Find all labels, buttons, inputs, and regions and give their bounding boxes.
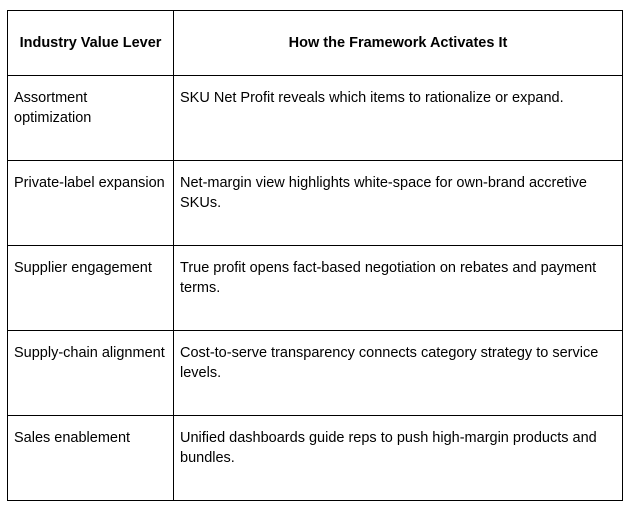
lever-cell: Assortment optimization [8,76,174,161]
table-header-row [8,11,623,76]
table-row [8,331,623,416]
lever-cell: Private-label expansion [8,161,174,246]
header-framework-activation: How the Framework Activates It [174,11,623,76]
lever-cell: Sales enablement [8,416,174,501]
activation-cell: Unified dashboards guide reps to push high-margin products and bundles. [174,416,623,501]
lever-cell: Supplier engagement [8,246,174,331]
activation-cell: Cost-to-serve transparency connects category strategy to service levels. [174,331,623,416]
table-row [8,246,623,331]
table-row [8,161,623,246]
activation-cell: Net-margin view highlights white-space for own-brand accretive SKUs. [174,161,623,246]
activation-cell: SKU Net Profit reveals which items to rationalize or expand. [174,76,623,161]
value-lever-table [7,10,623,501]
activation-cell: True profit opens fact-based negotiation on rebates and payment terms. [174,246,623,331]
lever-cell: Supply-chain alignment [8,331,174,416]
table-row [8,416,623,501]
table-row [8,76,623,161]
header-industry-value-lever: Industry Value Lever [8,11,174,76]
